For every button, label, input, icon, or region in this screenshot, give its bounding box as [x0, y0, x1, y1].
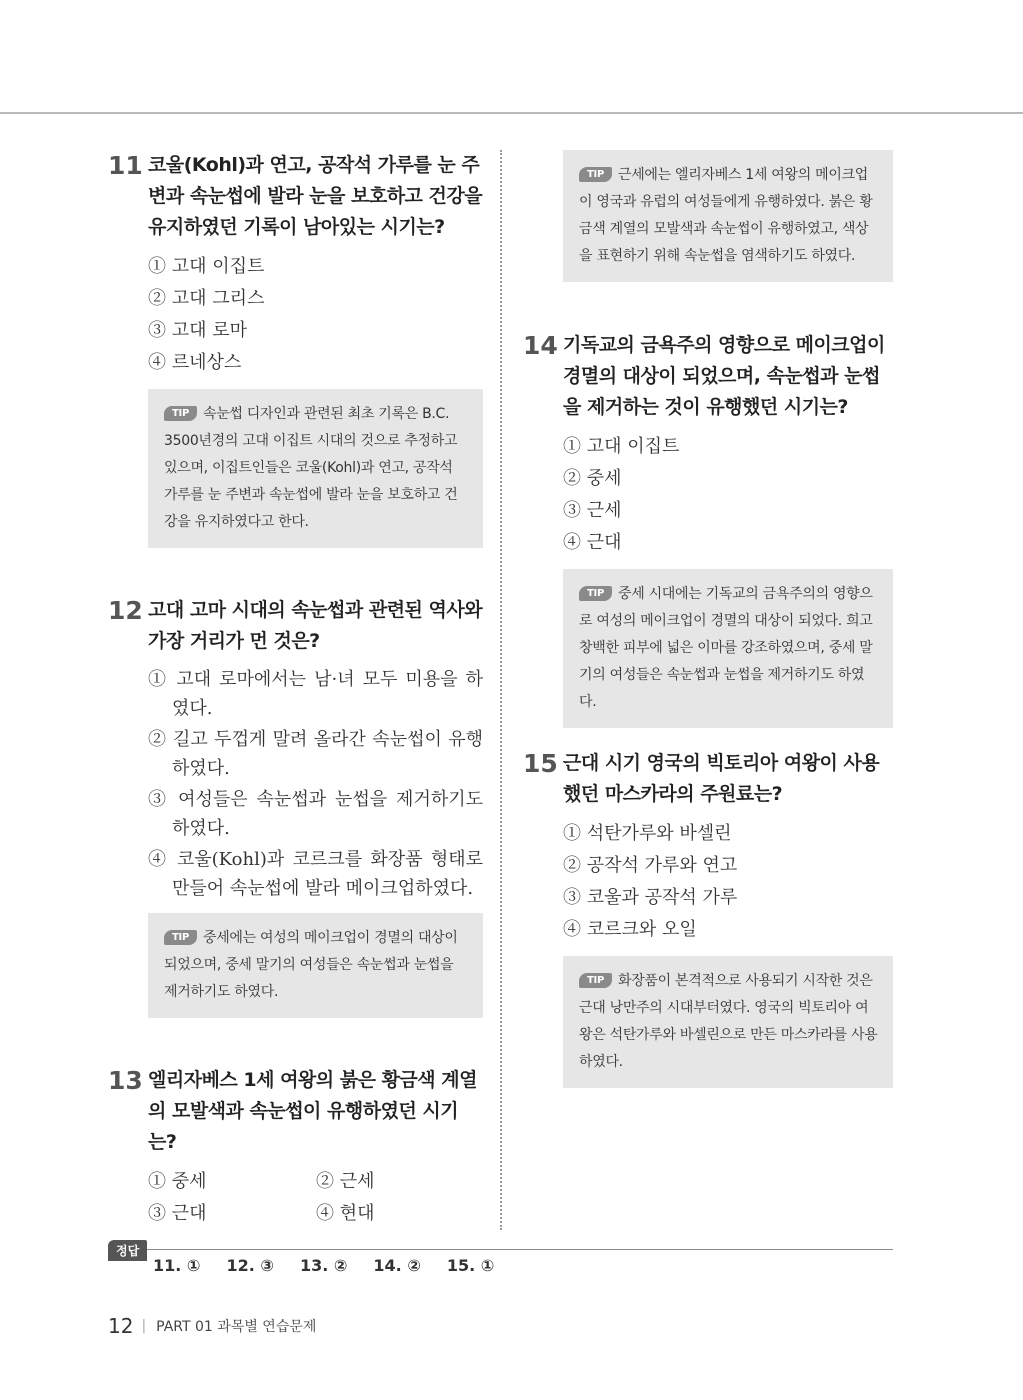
- question-13: [108, 1065, 483, 1230]
- question-text: 근대 시기 영국의 빅토리아 여왕이 사용했던 마스카라의 주원료는?: [563, 752, 880, 805]
- option[interactable]: ② 근세: [316, 1171, 375, 1192]
- tip-box: [563, 956, 893, 1088]
- answer-item: 13. ②: [299, 1256, 348, 1275]
- question-number: 13: [108, 1066, 143, 1095]
- option[interactable]: ① 석탄가루와 바셀린: [563, 823, 732, 844]
- option[interactable]: ① 고대 이집트: [563, 436, 680, 457]
- tip-text: 중세에는 여성의 메이크업이 경멸의 대상이 되었으며, 중세 말기의 여성들은 속눈썹과 눈썹을 제거하기도 하였다.: [164, 930, 458, 1000]
- page-footer: [108, 1314, 316, 1338]
- tip-text: 중세 시대에는 기독교의 금욕주의의 영향으로 여성의 메이크업이 경멸의 대상이 되었다. 희고 창백한 피부에 넓은 이마를 강조하였으며, 중세 말기의 여성들은 속눈썹과 눈썹을 제거하기도 하였다.: [579, 586, 873, 710]
- option[interactable]: ② 길고 두껍게 말려 올라간 속눈썹이 유행하였다.: [148, 729, 483, 779]
- tip-box: [563, 569, 893, 728]
- options: [563, 431, 893, 559]
- tip-box-q13: [563, 150, 893, 282]
- tip-badge: TIP: [579, 973, 612, 988]
- option[interactable]: ③ 코울과 공작석 가루: [563, 887, 738, 908]
- tip-badge: TIP: [579, 167, 612, 182]
- options: [148, 251, 483, 379]
- option[interactable]: ③ 근세: [563, 500, 622, 521]
- top-rule: [0, 112, 1023, 114]
- question-15: [523, 748, 893, 1088]
- question-text: 고대 고마 시대의 속눈썹과 관련된 역사와 가장 거리가 먼 것은?: [148, 599, 483, 652]
- answer-item: 12. ③: [226, 1256, 274, 1275]
- question-11: [108, 150, 483, 548]
- option[interactable]: ④ 근대: [563, 532, 622, 553]
- option[interactable]: ④ 현대: [316, 1203, 375, 1224]
- question-number: 14: [523, 331, 558, 360]
- options: [563, 818, 893, 946]
- option[interactable]: ③ 고대 로마: [148, 320, 247, 341]
- question-number: 12: [108, 596, 143, 625]
- question-14: [523, 330, 893, 728]
- option[interactable]: ② 고대 그리스: [148, 288, 265, 309]
- tip-text: 속눈썹 디자인과 관련된 최초 기록은 B.C. 3500년경의 고대 이집트 시대의 것으로 추정하고 있으며, 이집트인들은 코울(Kohl)과 연고, 공작석 가루를 눈 주변과 속눈썹에 발라 눈을 보호하고 건강을 유지하였다고 한다.: [164, 406, 458, 530]
- options: [148, 665, 483, 903]
- tip-badge: TIP: [164, 406, 197, 421]
- option[interactable]: ④ 코울(Kohl)과 코르크를 화장품 형태로 만들어 속눈썹에 발라 메이크업하였다.: [148, 849, 483, 899]
- tip-box: [148, 913, 483, 1018]
- question-number: 15: [523, 749, 558, 778]
- tip-text: 근세에는 엘리자베스 1세 여왕의 메이크업이 영국과 유럽의 여성들에게 유행하였다. 붉은 황금색 계열의 모발색과 속눈썹이 유행하였고, 색상을 표현하기 위해 속눈썹을 염색하기도 하였다.: [579, 167, 873, 264]
- option[interactable]: ③ 근대: [148, 1203, 207, 1224]
- question-text: 엘리자베스 1세 여왕의 붉은 황금색 계열의 모발색과 속눈썹이 유행하였던 시기는?: [148, 1069, 477, 1153]
- options: [148, 1166, 483, 1230]
- option[interactable]: ④ 르네상스: [148, 352, 242, 373]
- option[interactable]: ③ 여성들은 속눈썹과 눈썹을 제거하기도 하였다.: [148, 789, 483, 839]
- answer-item: 14. ②: [373, 1256, 421, 1275]
- answer-item: 15. ①: [446, 1256, 495, 1275]
- option[interactable]: ① 중세: [148, 1171, 207, 1192]
- option[interactable]: ② 중세: [563, 468, 622, 489]
- tip-text: 화장품이 본격적으로 사용되기 시작한 것은 근대 낭만주의 시대부터였다. 영국의 빅토리아 여왕은 석탄가루와 바셀린으로 만든 마스카라를 사용하였다.: [579, 973, 878, 1070]
- question-text: 코울(Kohl)과 연고, 공작석 가루를 눈 주변과 속눈썹에 발라 눈을 보호하고 건강을 유지하였던 기록이 남아있는 시기는?: [148, 154, 483, 238]
- tip-badge: TIP: [164, 930, 197, 945]
- question-number: 11: [108, 151, 143, 180]
- column-divider: [500, 150, 502, 1230]
- answer-divider: [108, 1249, 893, 1250]
- option[interactable]: ① 고대 이집트: [148, 256, 265, 277]
- question-text: 기독교의 금욕주의 영향으로 메이크업이 경멸의 대상이 되었으며, 속눈썹과 눈썹을 제거하는 것이 유행했던 시기는?: [563, 334, 885, 418]
- section-title: PART 01 과목별 연습문제: [156, 1319, 317, 1335]
- option[interactable]: ② 공작석 가루와 연고: [563, 855, 738, 876]
- answer-list: [153, 1256, 494, 1275]
- tip-box: [148, 389, 483, 548]
- option[interactable]: ① 고대 로마에서는 남·녀 모두 미용을 하였다.: [148, 669, 483, 719]
- right-column: [523, 150, 893, 1070]
- footer-separator: |: [141, 1318, 147, 1334]
- question-12: [108, 595, 483, 1018]
- answer-label: 정답: [108, 1240, 147, 1261]
- left-column: [108, 150, 483, 1224]
- answer-item: 11. ①: [153, 1256, 201, 1275]
- tip-badge: TIP: [579, 586, 612, 601]
- option[interactable]: ④ 코르크와 오일: [563, 919, 697, 940]
- page-number: 12: [108, 1314, 134, 1338]
